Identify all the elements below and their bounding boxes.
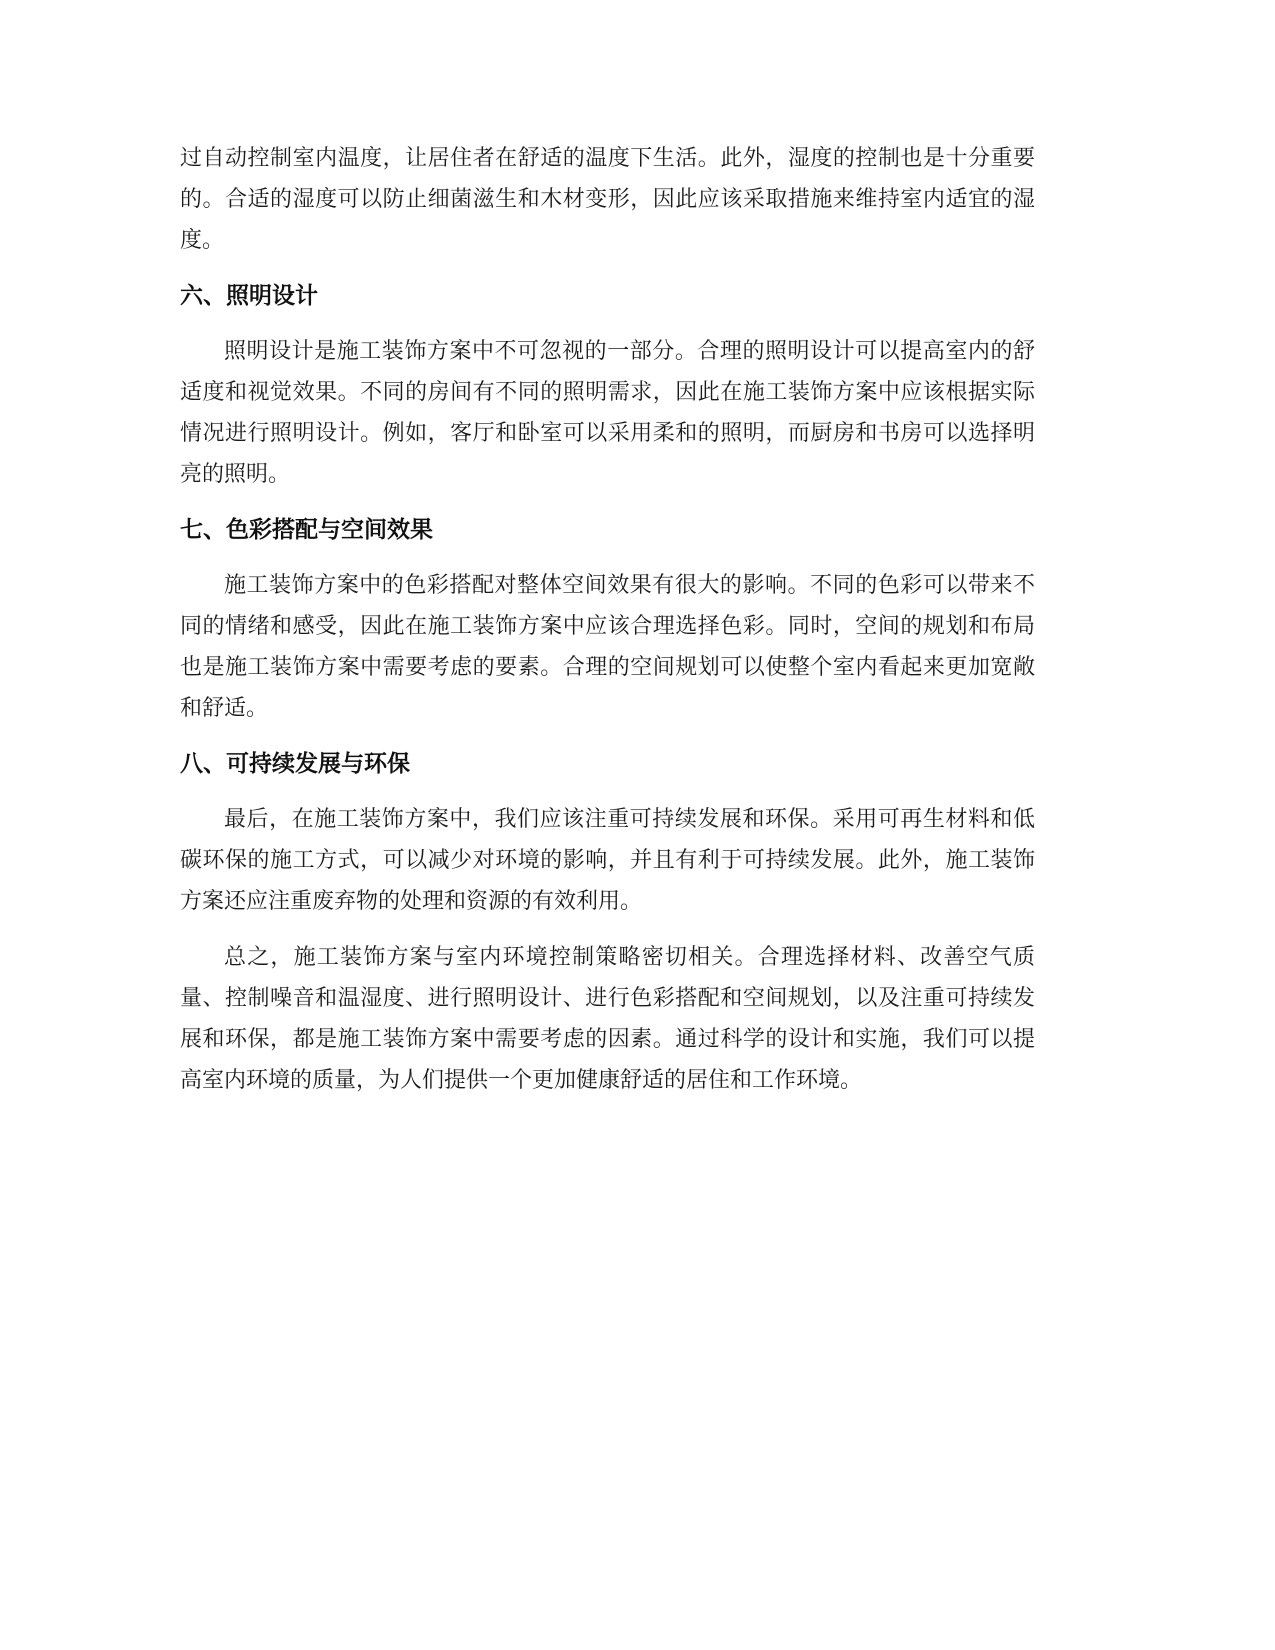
section-heading-color-space: 七、色彩搭配与空间效果 [180, 517, 433, 543]
section-paragraph-sustainability: 最后，在施工装饰方案中，我们应该注重可持续发展和环保。采用可再生材料和低碳环保的施工方式，可以减少对环境的影响，并且有利于可持续发展。此外，施工装饰方案还应注重废弃物的处理和资源的有效利用。 [180, 807, 1035, 914]
intro-paragraph: 过自动控制室内温度，让居住者在舒适的温度下生活。此外，湿度的控制也是十分重要的。合适的湿度可以防止细菌滋生和木材变形，因此应该采取措施来维持室内适宜的湿度。 [180, 146, 1035, 253]
section-paragraph-lighting: 照明设计是施工装饰方案中不可忽视的一部分。合理的照明设计可以提高室内的舒适度和视觉效果。不同的房间有不同的照明需求，因此在施工装饰方案中应该根据实际情况进行照明设计。例如，客厅和卧室可以采用柔和的照明，而厨房和书房可以选择明亮的照明。 [180, 339, 1035, 487]
document-page [180, 138, 1035, 1116]
section-heading-sustainability: 八、可持续发展与环保 [180, 751, 410, 777]
conclusion-paragraph: 总之，施工装饰方案与室内环境控制策略密切相关。合理选择材料、改善空气质量、控制噪音和温湿度、进行照明设计、进行色彩搭配和空间规划，以及注重可持续发展和环保，都是施工装饰方案中需要考虑的因素。通过科学的设计和实施，我们可以提高室内环境的质量，为人们提供一个更加健康舒适的居住和工作环境。 [180, 945, 1035, 1093]
section-paragraph-color-space: 施工装饰方案中的色彩搭配对整体空间效果有很大的影响。不同的色彩可以带来不同的情绪和感受，因此在施工装饰方案中应该合理选择色彩。同时，空间的规划和布局也是施工装饰方案中需要考虑的要素。合理的空间规划可以使整个室内看起来更加宽敞和舒适。 [180, 573, 1035, 721]
section-heading-lighting: 六、照明设计 [180, 283, 318, 309]
